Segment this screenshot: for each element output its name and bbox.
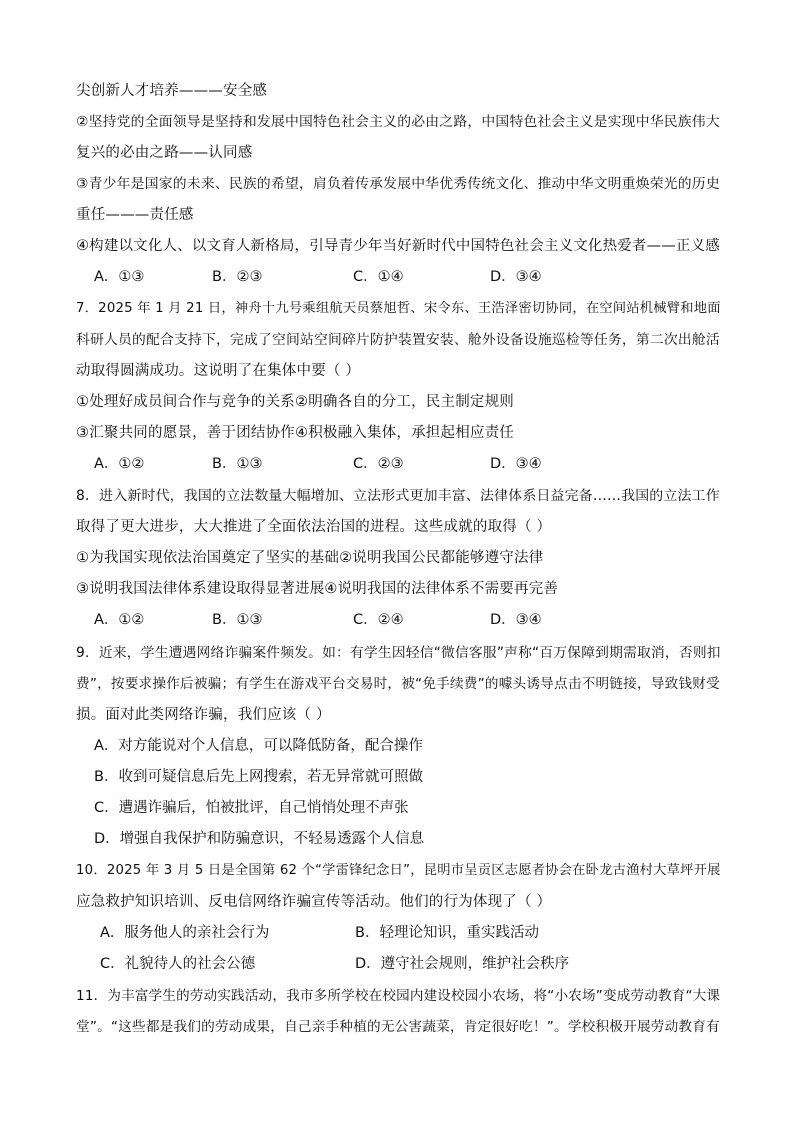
q6-line2: ②坚持党的全面领导是坚持和发展中国特色社会主义的必由之路，中国特色社会主义是实现中华民族伟大 <box>76 114 720 130</box>
q6-line5: 重任———责任感 <box>76 207 194 223</box>
q6-option-a: A．①③ <box>94 269 145 285</box>
q10-option-d: D．遵守社会规则，维护社会秩序 <box>355 956 570 972</box>
q6-line6: ④构建以文化人、以文育人新格局，引导青少年当好新时代中国特色社会主义文化热爱者——正义感 <box>76 238 720 254</box>
q6-option-b: B．②③ <box>212 269 263 285</box>
q8-line3: ①为我国实现依法治国奠定了坚实的基础②说明我国公民都能够遵守法律 <box>76 550 544 566</box>
q6-line3: 复兴的必由之路——认同感 <box>76 145 253 161</box>
q8-line4: ③说明我国法律体系建设取得显著进展④说明我国的法律体系不需要再完善 <box>76 581 559 597</box>
q8-option-a: A．①② <box>94 612 145 628</box>
q9-option-b: B．收到可疑信息后先上网搜索，若无异常就可照做 <box>94 769 423 785</box>
q11-line2: 堂”。“这些都是我们的劳动成果，自己亲手种植的无公害蔬菜，肯定很好吃！”。学校积极开展劳动教育有 <box>76 1019 720 1035</box>
q11-line1: 11．为丰富学生的劳动实践活动，我市多所学校在校园内建设校园小农场，将“小农场”变成劳动教育“大课 <box>76 988 721 1004</box>
q6-line1: 尖创新人才培养———安全感 <box>76 83 268 99</box>
q9-line3: 损。面对此类网络诈骗，我们应该（ ） <box>76 707 331 723</box>
q9-option-c: C．遭遇诈骗后，怕被批评，自己悄悄处理不声张 <box>94 800 409 816</box>
q7-option-c: C．②③ <box>353 456 404 472</box>
q9-option-a: A．对方能说对个人信息，可以降低防备，配合操作 <box>94 738 423 754</box>
q10-option-b: B．轻理论知识，重实践活动 <box>355 925 539 941</box>
q7-option-a: A．①② <box>94 456 145 472</box>
q7-option-d: D．③④ <box>490 456 542 472</box>
q8-line1: 8．进入新时代，我国的立法数量大幅增加、立法形式更加丰富、法律体系日益完备……我国的立法工作 <box>76 488 720 504</box>
q10-option-a: A．服务他人的亲社会行为 <box>100 925 270 941</box>
q6-line4: ③青少年是国家的未来、民族的希望，肩负着传承发展中华优秀传统文化、推动中华文明重焕荣光的历史 <box>76 176 720 192</box>
q8-option-b: B．①③ <box>212 612 263 628</box>
q9-line1: 9．近来，学生遭遇网络诈骗案件频发。如：有学生因轻信“微信客服”声称“百万保障到期需取消，否则扣 <box>76 645 721 661</box>
q9-line2: 费”，按要求操作后被骗；有学生在游戏平台交易时，被“免手续费”的噱头诱导点击不明链接，导致钱财受 <box>76 676 720 692</box>
q7-line4: ①处理好成员间合作与竞争的关系②明确各自的分工，民主制定规则 <box>76 394 514 410</box>
q9-option-d: D．增强自我保护和防骗意识，不轻易透露个人信息 <box>94 831 425 847</box>
q8-line2: 取得了更大进步，大大推进了全面依法治国的进程。这些成就的取得（ ） <box>76 519 552 535</box>
q7-line3: 动取得圆满成功。这说明了在集体中要（ ） <box>76 363 361 379</box>
q10-line2: 应急救护知识培训、反电信网络诈骗宣传等活动。他们的行为体现了（ ） <box>76 894 552 910</box>
q7-line5: ③汇聚共同的愿景，善于团结协作④积极融入集体，承担起相应责任 <box>76 425 514 441</box>
q6-option-d: D．③④ <box>490 269 542 285</box>
q10-line1: 10．2025 年 3 月 5 日是全国第 62 个“学雷锋纪念日”，昆明市呈贡区志愿者协会在卧龙古渔村大草坪开展 <box>76 863 721 878</box>
q7-option-b: B．①③ <box>212 456 263 472</box>
q10-option-c: C．礼貌待人的社会公德 <box>100 956 256 972</box>
q7-line1: 7．2025 年 1 月 21 日，神舟十九号乘组航天员蔡旭哲、宋令东、王浩泽密切协同，在空间站机械臂和地面 <box>76 301 721 316</box>
q8-option-c: C．②④ <box>353 612 404 628</box>
q6-option-c: C．①④ <box>353 269 404 285</box>
q8-option-d: D．③④ <box>490 612 542 628</box>
q7-line2: 科研人员的配合支持下，完成了空间站空间碎片防护装置安装、舱外设备设施巡检等任务，第二次出舱活 <box>76 332 720 348</box>
